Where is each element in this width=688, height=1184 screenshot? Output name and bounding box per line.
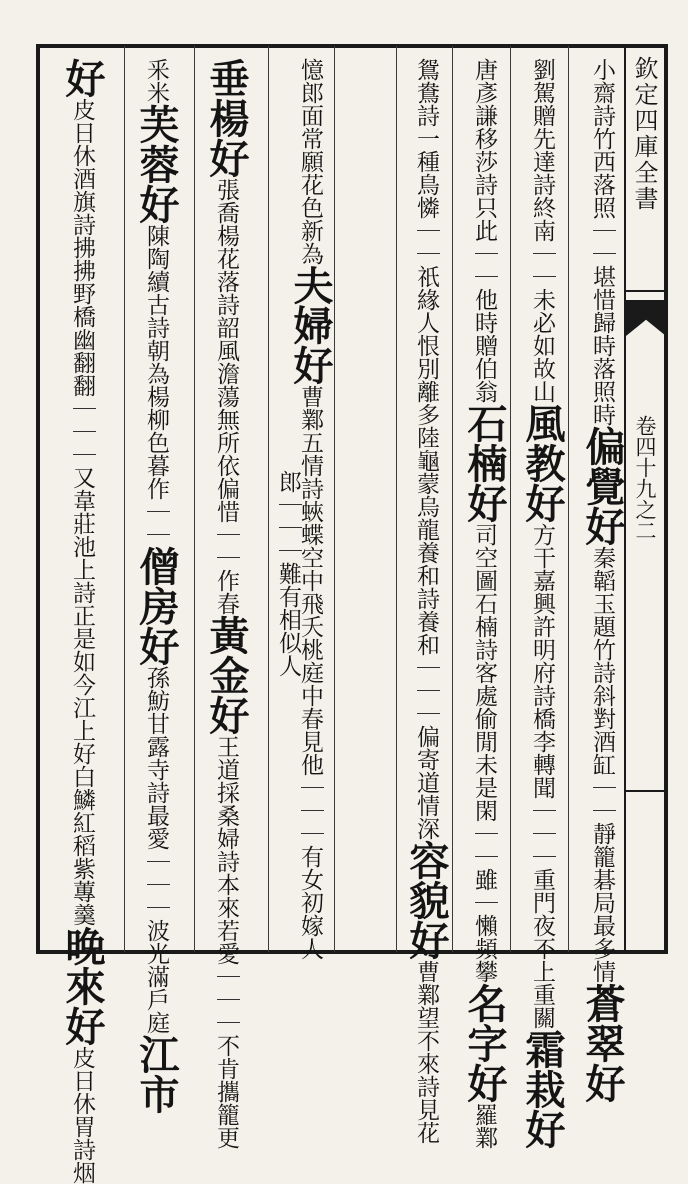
text-column [203, 58, 250, 1149]
text-column [461, 58, 508, 1149]
column-text: 曹鄴五情詩蛺蝶空中飛夭桃庭中春見他｜｜｜有女初嫁人 [297, 385, 323, 960]
text-column [519, 58, 566, 1149]
column-text: 孫魴甘露寺詩最愛｜｜｜波光滿戶庭 [143, 666, 169, 1034]
column-divider [396, 46, 397, 952]
column-text: 陳陶續古詩朝為楊柳色暮作｜｜ [143, 224, 169, 546]
column-text: 皮日休胃詩烟 [69, 1046, 95, 1184]
column-text: 劉駕贈先達詩終南｜｜未必如故山 [529, 58, 555, 403]
column-divider [510, 46, 511, 952]
heading-term: 黃金好 [203, 615, 250, 735]
heading-term: 霜栽好 [519, 1029, 566, 1149]
column-divider [452, 46, 453, 952]
column-divider [334, 46, 335, 952]
margin-rule [626, 790, 666, 792]
column-text: 唐彥謙移莎詩只此｜｜他時贈伯翁 [471, 58, 497, 403]
column-divider [194, 46, 195, 952]
volume-label: 卷四十九之二 [633, 415, 657, 541]
text-column [59, 58, 106, 1184]
heading-term: 芙蓉好 [133, 104, 180, 224]
column-text: 皮日休酒旗詩拂拂野橋幽翻翻｜｜｜又韋莊池上詩正是如今江上好白鱗紅稻紫蓴羹 [69, 98, 95, 926]
column-text: 曹鄴望不來詩見花 [413, 960, 439, 1144]
heading-term: 夫婦好 [287, 265, 334, 385]
column-text: 小齋詩竹西落照｜｜堪惜歸時落照時 [589, 58, 615, 426]
text-column [403, 58, 450, 1144]
text-column [133, 58, 180, 1114]
column-text: 方干嘉興許明府詩橋李轉聞｜｜｜重門夜不上重關 [529, 523, 555, 1029]
book-title: 欽定四庫全書 [630, 56, 658, 212]
column-text: 張喬楊花落詩韶風澹蕩無所依偏惜｜｜作春 [213, 178, 239, 615]
margin-rule [626, 290, 666, 292]
page-border [36, 44, 668, 954]
column-text: 羅鄴 [471, 1103, 497, 1149]
heading-term: 石楠好 [461, 403, 508, 523]
heading-term: 好 [59, 58, 106, 98]
text-column [276, 470, 299, 677]
column-text: 王道採桑婦詩本來若愛｜｜｜不肯攜籠更 [213, 735, 239, 1149]
heading-term: 蒼翠好 [579, 983, 626, 1103]
column-text: 秦韜玉題竹詩斜對酒缸｜｜靜籠碁局最多情 [589, 546, 615, 983]
column-text: 郎｜｜｜難有相似人 [275, 470, 301, 677]
heading-term: 江市 [133, 1034, 180, 1114]
column-divider [124, 46, 125, 952]
column-divider [568, 46, 569, 952]
column-text: 鴛鴦詩一種鳥憐｜｜祇緣人恨別離多陸龜蒙烏龍養和詩養和｜｜｜偏寄道情深 [413, 58, 439, 840]
column-text: 憶郎面常願花色新為 [297, 58, 323, 265]
heading-term: 垂楊好 [203, 58, 250, 178]
text-column [579, 58, 626, 1103]
column-text: 釆米 [143, 58, 169, 104]
column-divider [268, 46, 269, 952]
heading-term: 名字好 [461, 983, 508, 1103]
column-text: 司空圖石楠詩客處偷閒未是閑｜｜雖｜懶頻攀 [471, 523, 497, 983]
heading-term: 僧房好 [133, 546, 180, 666]
heading-term: 偏覺好 [579, 426, 626, 546]
heading-term: 容貌好 [403, 840, 450, 960]
heading-term: 風教好 [519, 403, 566, 523]
heading-term: 晚來好 [59, 926, 106, 1046]
